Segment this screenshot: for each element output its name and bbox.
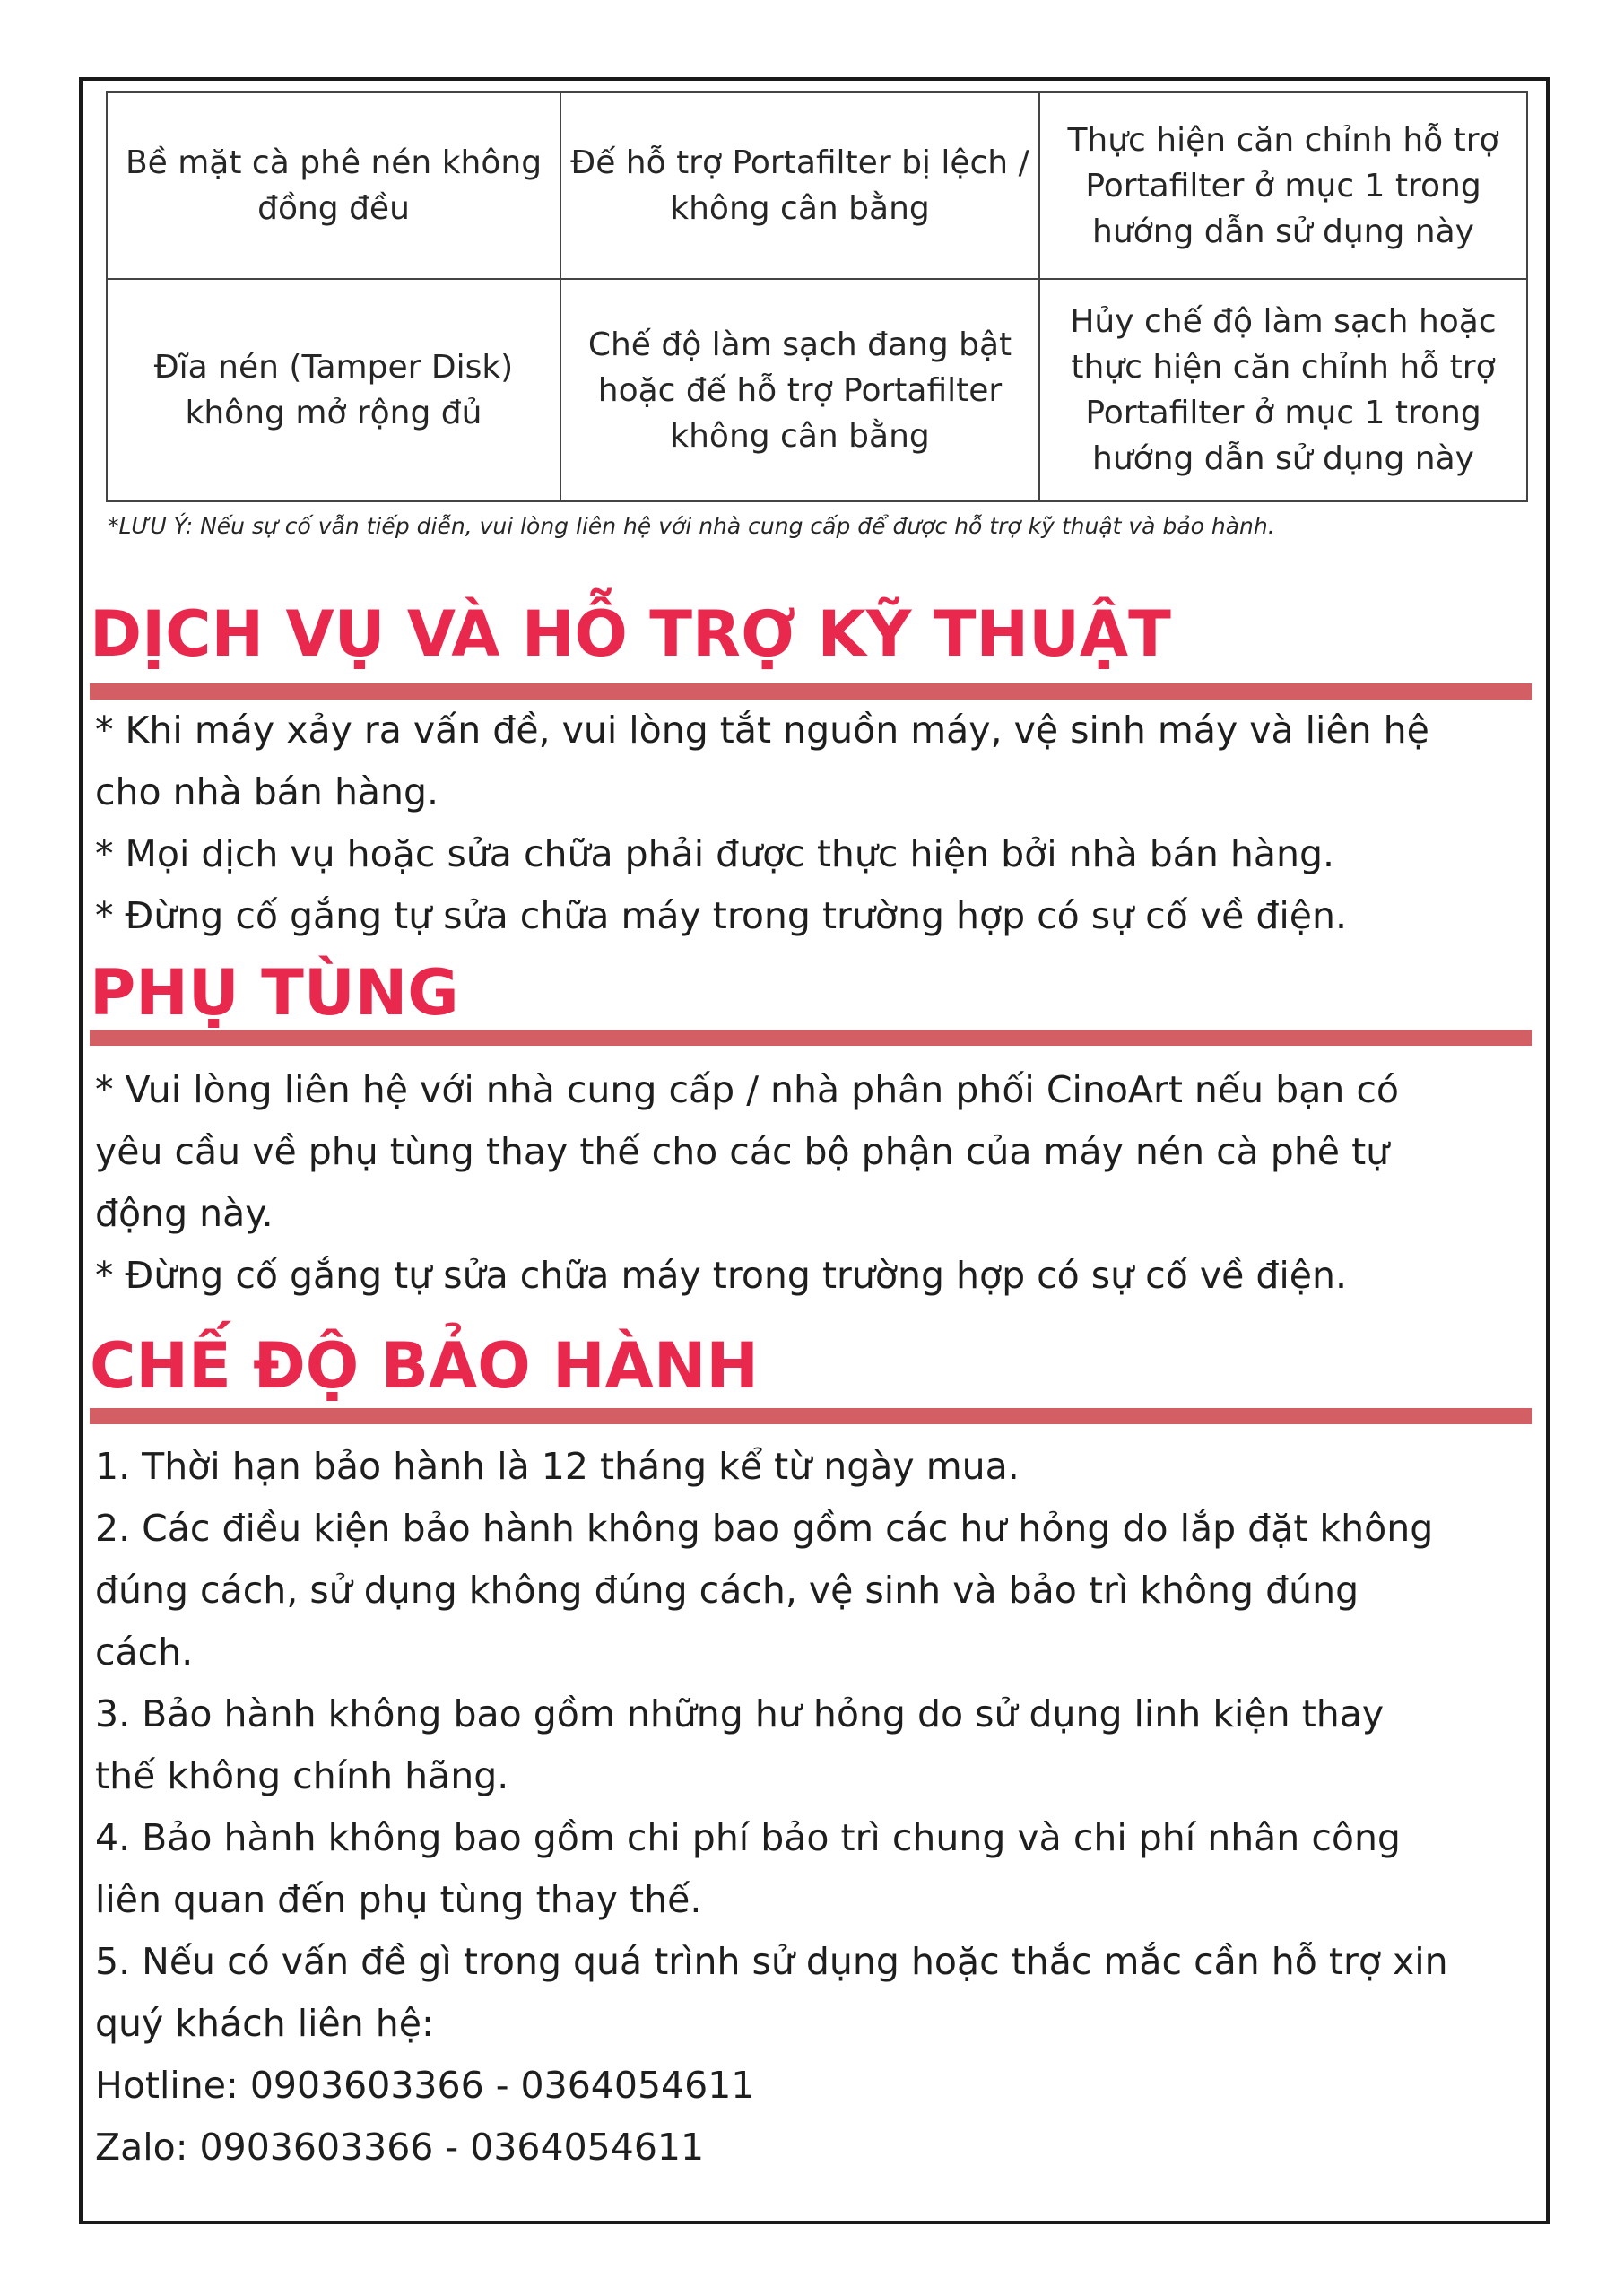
- table-row: [107, 92, 1527, 279]
- warranty-line: thế không chính hãng.: [95, 1754, 509, 1797]
- parts-line: động này.: [95, 1192, 274, 1235]
- warranty-line: cách.: [95, 1631, 194, 1674]
- support-note: *LƯU Ý: Nếu sự cố vẫn tiếp diễn, vui lòng liên hệ với nhà cung cấp để được hỗ trợ kỹ thuật và bảo hành.: [108, 513, 1275, 539]
- service-line: * Đừng cố gắng tự sửa chữa máy trong trường hợp có sự cố về điện.: [95, 894, 1348, 937]
- parts-line: * Vui lòng liên hệ với nhà cung cấp / nhà phân phối CinoArt nếu bạn có: [95, 1068, 1399, 1111]
- solution-cell: Hủy chế độ làm sạch hoặc thực hiện căn chỉnh hỗ trợ Portafilter ở mục 1 trong hướng dẫn sử dụng này: [1039, 279, 1527, 501]
- service-divider: [90, 683, 1532, 700]
- service-line: * Mọi dịch vụ hoặc sửa chữa phải được thực hiện bởi nhà bán hàng.: [95, 832, 1335, 875]
- warranty-line: 1. Thời hạn bảo hành là 12 tháng kể từ ngày mua.: [95, 1445, 1020, 1488]
- problem-cell: Đĩa nén (Tamper Disk) không mở rộng đủ: [107, 279, 560, 501]
- warranty-line: 3. Bảo hành không bao gồm những hư hỏng do sử dụng linh kiện thay: [95, 1692, 1385, 1735]
- warranty-heading: CHẾ ĐỘ BẢO HÀNH: [90, 1329, 760, 1403]
- service-heading: DỊCH VỤ VÀ HỖ TRỢ KỸ THUẬT: [90, 597, 1171, 671]
- zalo-line: Zalo: 0903603366 - 0364054611: [95, 2126, 705, 2169]
- warranty-line: 4. Bảo hành không bao gồm chi phí bảo trì chung và chi phí nhân công: [95, 1816, 1401, 1859]
- warranty-line: 2. Các điều kiện bảo hành không bao gồm các hư hỏng do lắp đặt không: [95, 1507, 1434, 1550]
- parts-line: yêu cầu về phụ tùng thay thế cho các bộ phận của máy nén cà phê tự: [95, 1130, 1390, 1173]
- problem-cell: Bề mặt cà phê nén không đồng đều: [107, 92, 560, 279]
- solution-cell: Thực hiện căn chỉnh hỗ trợ Portafilter ở mục 1 trong hướng dẫn sử dụng này: [1039, 92, 1527, 279]
- service-line: * Khi máy xảy ra vấn đề, vui lòng tắt nguồn máy, vệ sinh máy và liên hệ: [95, 709, 1429, 752]
- warranty-line: quý khách liên hệ:: [95, 2002, 434, 2045]
- parts-divider: [90, 1030, 1532, 1046]
- cause-cell: Đế hỗ trợ Portafilter bị lệch / không cân bằng: [560, 92, 1039, 279]
- warranty-line: liên quan đến phụ tùng thay thế.: [95, 1878, 702, 1921]
- parts-line: * Đừng cố gắng tự sửa chữa máy trong trường hợp có sự cố về điện.: [95, 1254, 1348, 1297]
- table-row: [107, 279, 1527, 501]
- cause-cell: Chế độ làm sạch đang bật hoặc đế hỗ trợ Portafilter không cân bằng: [560, 279, 1039, 501]
- warranty-line: đúng cách, sử dụng không đúng cách, vệ sinh và bảo trì không đúng: [95, 1569, 1359, 1612]
- service-line: cho nhà bán hàng.: [95, 770, 439, 813]
- parts-heading: PHỤ TÙNG: [90, 956, 459, 1030]
- warranty-line: 5. Nếu có vấn đề gì trong quá trình sử dụng hoặc thắc mắc cần hỗ trợ xin: [95, 1940, 1448, 1983]
- hotline-line: Hotline: 0903603366 - 0364054611: [95, 2064, 755, 2107]
- warranty-divider: [90, 1408, 1532, 1424]
- troubleshooting-table: [106, 91, 1528, 502]
